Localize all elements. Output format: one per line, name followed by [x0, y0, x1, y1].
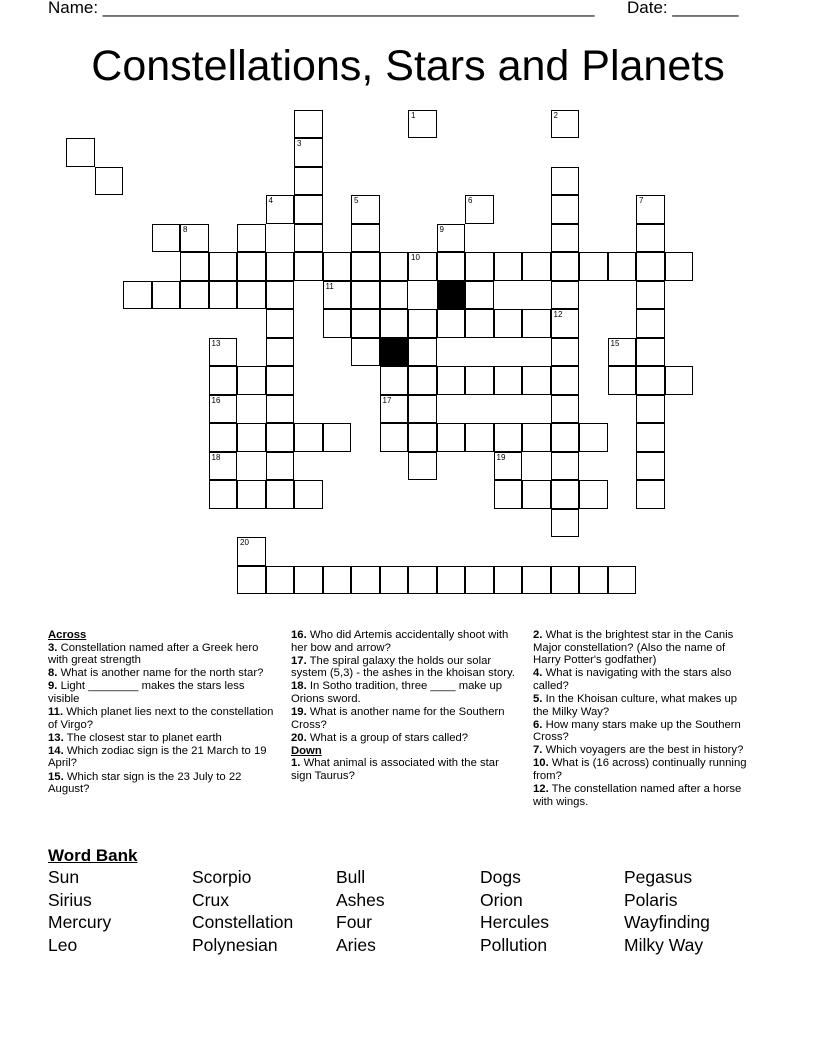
- crossword-cell[interactable]: [437, 309, 466, 338]
- word-bank-word: Polaris: [624, 889, 678, 910]
- crossword-cell[interactable]: [237, 480, 266, 509]
- crossword-cell[interactable]: [209, 423, 238, 452]
- crossword-cell[interactable]: [237, 252, 266, 281]
- crossword-cell[interactable]: [266, 338, 295, 367]
- crossword-cell[interactable]: [351, 252, 380, 281]
- crossword-cell[interactable]: [608, 366, 637, 395]
- word-bank-word: Four: [336, 912, 372, 933]
- clue-number: 11: [325, 281, 334, 291]
- clue-number: 2: [553, 110, 558, 120]
- clue-number: 12: [553, 310, 563, 319]
- crossword-cell[interactable]: [209, 366, 238, 395]
- clue-down-7: 7. Which voyagers are the best in history?: [533, 744, 744, 757]
- clue-number: 6: [468, 196, 473, 205]
- crossword-cell[interactable]: [180, 252, 209, 281]
- clue-number: 1: [411, 110, 416, 120]
- crossword-cell[interactable]: [494, 566, 523, 595]
- crossword-cell[interactable]: [522, 566, 551, 595]
- crossword-cell[interactable]: [494, 452, 523, 481]
- name-field-label[interactable]: Name: ____________________________________________________: [48, 0, 595, 17]
- word-bank-word: Polynesian: [192, 934, 278, 955]
- crossword-cell[interactable]: [408, 423, 437, 452]
- word-bank-word: Leo: [48, 934, 78, 955]
- crossword-cell[interactable]: [551, 224, 580, 253]
- crossword-cell[interactable]: [323, 252, 352, 281]
- crossword-cell[interactable]: [465, 566, 494, 595]
- crossword-cell[interactable]: [522, 480, 551, 509]
- date-field-label[interactable]: Date: _______: [627, 0, 739, 17]
- crossword-cell[interactable]: [237, 366, 266, 395]
- crossword-cell[interactable]: [237, 566, 266, 595]
- clue-number: 19: [496, 452, 506, 462]
- clue-across-19: 19. What is another name for the Southern Cross?: [291, 706, 505, 731]
- crossword-cell[interactable]: [351, 195, 380, 224]
- crossword-cell[interactable]: [579, 423, 608, 452]
- clue-across-11: 11. Which planet lies next to the constellation of Virgo?: [48, 706, 274, 731]
- crossword-cell[interactable]: [408, 252, 437, 281]
- crossword-cell[interactable]: [408, 452, 437, 481]
- word-bank-word: Sirius: [48, 889, 92, 910]
- crossword-cell[interactable]: [351, 281, 380, 310]
- crossword-cell[interactable]: [551, 338, 580, 367]
- crossword-cell[interactable]: [266, 566, 295, 595]
- crossword-cell[interactable]: [237, 537, 266, 566]
- crossword-cell[interactable]: [636, 366, 665, 395]
- crossword-cell[interactable]: [380, 252, 409, 281]
- crossword-cell[interactable]: [323, 566, 352, 595]
- crossword-cell[interactable]: [323, 309, 352, 338]
- clue-number: 8: [183, 224, 188, 234]
- crossword-cell[interactable]: [465, 423, 494, 452]
- clue-number: 14: [382, 338, 392, 348]
- crossword-cell[interactable]: [351, 566, 380, 595]
- crossword-cell[interactable]: [351, 309, 380, 338]
- clue-across-16: 16. Who did Artemis accidentally shoot with her bow and arrow?: [291, 629, 509, 654]
- clue-number: 18: [211, 452, 221, 462]
- crossword-cell[interactable]: [351, 224, 380, 253]
- crossword-cell[interactable]: [152, 281, 181, 310]
- word-bank-word: Scorpio: [192, 867, 252, 887]
- crossword-cell[interactable]: [266, 452, 295, 481]
- crossword-cell[interactable]: [636, 195, 665, 224]
- crossword-cell[interactable]: [408, 366, 437, 395]
- crossword-cell[interactable]: [608, 566, 637, 595]
- crossword-cell[interactable]: [636, 309, 665, 338]
- crossword-cell[interactable]: [180, 281, 209, 310]
- crossword-cell[interactable]: [494, 423, 523, 452]
- crossword-cell[interactable]: [266, 423, 295, 452]
- crossword-cell[interactable]: [665, 252, 694, 281]
- crossword-cell[interactable]: [294, 252, 323, 281]
- clue-across-15: 15. Which star sign is the 23 July to 22 August?: [48, 770, 242, 796]
- crossword-cell[interactable]: [209, 252, 238, 281]
- crossword-cell[interactable]: [323, 281, 352, 310]
- crossword-cell[interactable]: [551, 566, 580, 595]
- crossword-cell[interactable]: [209, 480, 238, 509]
- clue-across-9: 9. Light ________ makes the stars less visible: [48, 680, 245, 705]
- crossword-cell[interactable]: [522, 423, 551, 452]
- word-bank-word: Pegasus: [624, 867, 693, 887]
- crossword-cell[interactable]: [180, 224, 209, 253]
- clue-across-20: 20. What is a group of stars called?: [291, 731, 469, 744]
- word-bank-word: Sun: [48, 867, 80, 887]
- crossword-cell[interactable]: [636, 395, 665, 424]
- crossword-cell[interactable]: [522, 252, 551, 281]
- crossword-cell[interactable]: [209, 338, 238, 367]
- clue-down-1: 1. What animal is associated with the star sign Taurus?: [291, 757, 499, 783]
- crossword-cell[interactable]: [95, 167, 124, 196]
- word-bank-heading: Word Bank: [48, 846, 138, 865]
- clue-down-12: 12. The constellation named after a horse with wings.: [533, 783, 742, 808]
- crossword-cell[interactable]: [266, 480, 295, 509]
- crossword-cell[interactable]: [380, 281, 409, 310]
- crossword-cell[interactable]: [380, 423, 409, 452]
- crossword-cell[interactable]: [408, 395, 437, 424]
- clue-down-5: 5. In the Khoisan culture, what makes up the Milky Way?: [533, 692, 738, 718]
- clue-across-17: 17. The spiral galaxy the holds our solar system (5,3) - the ashes in the khoisan story.: [291, 654, 515, 680]
- crossword-cell[interactable]: [636, 423, 665, 452]
- crossword-cell[interactable]: [266, 252, 295, 281]
- clue-number: 15: [610, 338, 620, 348]
- crossword-cell[interactable]: [551, 309, 580, 338]
- clue-across-18: 18. In Sotho tradition, three ____ make up Orions sword.: [291, 680, 503, 705]
- crossword-cell[interactable]: [608, 252, 637, 281]
- crossword-cell[interactable]: [636, 452, 665, 481]
- word-bank-word: Constellation: [192, 912, 294, 933]
- clue-number: 3: [297, 139, 302, 148]
- crossword-cell[interactable]: [465, 252, 494, 281]
- crossword-cell[interactable]: [494, 309, 523, 338]
- crossword-cell[interactable]: [551, 195, 580, 224]
- clues-column-1: [48, 629, 278, 796]
- clue-number: 4: [268, 196, 273, 205]
- clue-down-4: 4. What is navigating with the stars also called?: [533, 667, 732, 692]
- crossword-cell[interactable]: [294, 480, 323, 509]
- crossword-cell[interactable]: [636, 281, 665, 310]
- crossword-cell[interactable]: [294, 167, 323, 196]
- clue-across-13: 13. The closest star to planet earth: [48, 731, 222, 744]
- clue-number: 5: [354, 196, 359, 205]
- crossword-cell[interactable]: [551, 252, 580, 281]
- crossword-cell[interactable]: [608, 338, 637, 367]
- crossword-cell[interactable]: [551, 509, 580, 538]
- black-square: [380, 338, 409, 367]
- clue-number: 16: [211, 395, 221, 405]
- crossword-cell[interactable]: [209, 281, 238, 310]
- word-bank-word: Bull: [336, 867, 366, 887]
- word-bank-word: Pollution: [480, 934, 548, 955]
- crossword-cell[interactable]: [408, 309, 437, 338]
- crossword-cell[interactable]: [380, 366, 409, 395]
- crossword-cell[interactable]: [237, 281, 266, 310]
- word-bank-word: Dogs: [480, 867, 521, 887]
- crossword-cell[interactable]: [380, 566, 409, 595]
- word-bank-word: Wayfinding: [624, 912, 710, 933]
- clue-down-10: 10. What is (16 across) continually running from?: [533, 757, 747, 783]
- crossword-cell[interactable]: [408, 566, 437, 595]
- crossword-cell[interactable]: [123, 281, 152, 310]
- crossword-cell[interactable]: [636, 224, 665, 253]
- word-bank-word: Milky Way: [624, 934, 704, 955]
- clue-down-6: 6. How many stars make up the Southern Cross?: [533, 718, 741, 744]
- down-heading: Down: [291, 744, 322, 757]
- crossword-cell[interactable]: [266, 366, 295, 395]
- crossword-cell[interactable]: [551, 167, 580, 196]
- crossword-cell[interactable]: [437, 366, 466, 395]
- crossword-cell[interactable]: [294, 224, 323, 253]
- crossword-cell[interactable]: [465, 366, 494, 395]
- crossword-cell[interactable]: [294, 423, 323, 452]
- crossword-cell[interactable]: [465, 309, 494, 338]
- crossword-cell[interactable]: [551, 110, 580, 139]
- crossword-cell[interactable]: [579, 480, 608, 509]
- crossword-cell[interactable]: [408, 110, 437, 139]
- crossword-cell[interactable]: [408, 338, 437, 367]
- word-bank-word: Ashes: [336, 889, 385, 910]
- crossword-cell[interactable]: [266, 309, 295, 338]
- clue-number: 13: [211, 338, 221, 348]
- crossword-cell[interactable]: [209, 395, 238, 424]
- word-bank-word: Hercules: [480, 912, 550, 933]
- crossword-cell[interactable]: [665, 366, 694, 395]
- crossword-cell[interactable]: [551, 366, 580, 395]
- word-bank-word: Aries: [336, 934, 376, 955]
- clue-across-3: 3. Constellation named after a Greek hero with great strength: [48, 641, 259, 667]
- black-square: [437, 281, 466, 310]
- crossword-cell[interactable]: [551, 395, 580, 424]
- crossword-cell[interactable]: [323, 423, 352, 452]
- crossword-cell[interactable]: [294, 138, 323, 167]
- clue-across-8: 8. What is another name for the north star?: [48, 667, 264, 680]
- clues-column-2: [291, 629, 521, 783]
- clue-number: 20: [240, 538, 249, 547]
- crossword-cell[interactable]: [551, 480, 580, 509]
- crossword-cell[interactable]: [266, 395, 295, 424]
- crossword-cell[interactable]: [209, 452, 238, 481]
- crossword-cell[interactable]: [551, 281, 580, 310]
- crossword-cell[interactable]: [494, 366, 523, 395]
- crossword-cell[interactable]: [579, 566, 608, 595]
- clue-number: 9: [439, 224, 444, 234]
- crossword-cell[interactable]: [237, 423, 266, 452]
- crossword-cell[interactable]: [351, 338, 380, 367]
- crossword-cell[interactable]: [437, 224, 466, 253]
- crossword-cell[interactable]: [494, 480, 523, 509]
- crossword-cell[interactable]: [636, 338, 665, 367]
- clue-across-14: 14. Which zodiac sign is the 21 March to 19 April?: [48, 744, 267, 770]
- crossword-cell[interactable]: [152, 224, 181, 253]
- crossword-cell[interactable]: [380, 395, 409, 424]
- crossword-cell[interactable]: [465, 281, 494, 310]
- word-bank-word: Orion: [480, 889, 523, 910]
- crossword-cell[interactable]: [294, 566, 323, 595]
- crossword-cell[interactable]: [294, 195, 323, 224]
- crossword-cell[interactable]: [579, 252, 608, 281]
- word-bank-word: Crux: [192, 889, 229, 910]
- crossword-cell[interactable]: [636, 480, 665, 509]
- crossword-cell[interactable]: [266, 281, 295, 310]
- crossword-cell[interactable]: [551, 423, 580, 452]
- crossword-cell[interactable]: [380, 309, 409, 338]
- crossword-cell[interactable]: [66, 138, 95, 167]
- crossword-cell[interactable]: [437, 423, 466, 452]
- crossword-cell[interactable]: [266, 195, 295, 224]
- across-heading: Across: [48, 629, 87, 641]
- page-title: Constellations, Stars and Planets: [91, 42, 725, 90]
- clue-number: 7: [639, 196, 644, 205]
- clues-column-3: [533, 629, 748, 809]
- clue-down-2: 2. What is the brightest star in the Canis Major constellation? (Also the name of Harry Potter's godfather): [533, 629, 734, 667]
- crossword-cell[interactable]: [237, 224, 266, 253]
- crossword-cell[interactable]: [437, 566, 466, 595]
- word-bank-word: Mercury: [48, 912, 112, 933]
- crossword-cell[interactable]: [494, 252, 523, 281]
- crossword-cell[interactable]: [465, 195, 494, 224]
- clue-number: 17: [382, 395, 392, 405]
- crossword-cell[interactable]: [551, 452, 580, 481]
- crossword-cell[interactable]: [522, 309, 551, 338]
- crossword-cell[interactable]: [636, 252, 665, 281]
- crossword-cell[interactable]: [437, 252, 466, 281]
- clue-number: 10: [411, 253, 420, 262]
- crossword-cell[interactable]: [522, 366, 551, 395]
- crossword-cell[interactable]: [294, 110, 323, 139]
